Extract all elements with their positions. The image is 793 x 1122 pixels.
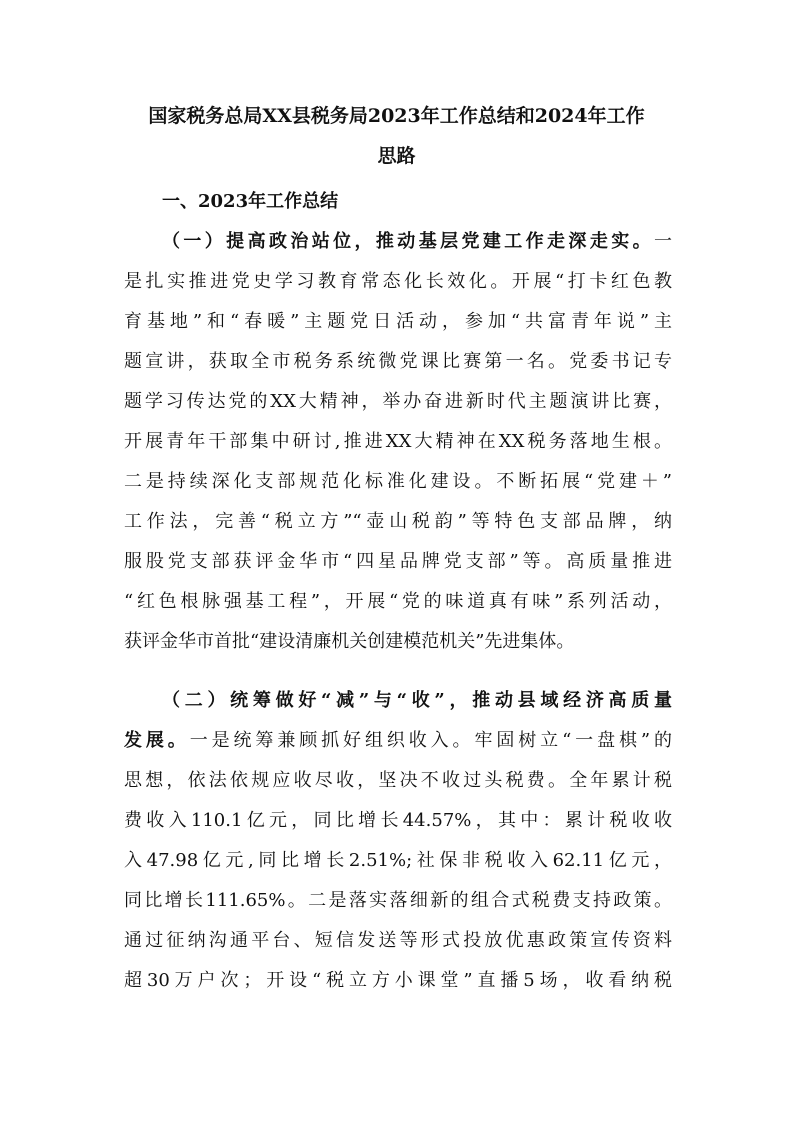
- paragraph-1-line-4: 题宣讲，获取全市税务系统微党课比赛第一名。党委书记专: [124, 351, 672, 372]
- paragraph-1-line-3: 育基地”和“春暖”主题党日活动，参加“共富青年说”主: [124, 311, 672, 332]
- paragraph-2-line-1-tail: 一是统筹兼顾抓好组织收入。牢固树立“一盘棋”的: [189, 730, 673, 751]
- paragraph-1-line-2: 是扎实推进党史学习教育常态化长效化。开展“打卡红色教: [124, 271, 672, 292]
- paragraph-1-line-8: 工作法，完善“税立方”“壶山税韵”等特色支部品牌，纳: [124, 511, 672, 532]
- paragraph-2-line-1: [124, 728, 672, 754]
- paragraph-1-line-1-tail: 一: [654, 231, 672, 252]
- paragraph-1-line-7: 二是持续深化支部规范化标准化建设。不断拓展“党建＋”: [124, 471, 672, 492]
- paragraph-2-line-3: 费收入110.1亿元，同比增长44.57%，其中：累计税收收: [124, 810, 672, 831]
- paragraph-1-heading: （一）提高政治站位，推动基层党建工作走深走实。: [162, 231, 654, 252]
- document-title-line-1: 国家税务总局XX县税务局2023年工作总结和2024年工作: [148, 105, 645, 127]
- paragraph-1-line-1: [162, 229, 672, 255]
- paragraph-2-line-4: 入47.98亿元,同比增长2.51%;社保非税收入62.11亿元，: [124, 850, 672, 871]
- paragraph-2-line-5: 同比增长111.65%。二是落实落细新的组合式税费支持政策。: [124, 890, 672, 911]
- paragraph-2-line-7: 超30万户次；开设“税立方小课堂”直播5场，收看纳税: [124, 970, 672, 991]
- paragraph-1-line-6: 开展青年干部集中研讨,推进XX大精神在XX税务落地生根。: [124, 431, 672, 452]
- paragraph-1-line-11: 获评金华市首批“建设清廉机关创建模范机关”先进集体。: [124, 631, 575, 652]
- paragraph-1-line-10: “红色根脉强基工程”，开展“党的味道真有味”系列活动，: [124, 591, 672, 612]
- paragraph-1-line-9: 服股党支部获评金华市“四星品牌党支部”等。高质量推进: [124, 551, 672, 572]
- paragraph-1-line-5: 题学习传达党的XX大精神，举办奋进新时代主题演讲比赛，: [124, 391, 672, 412]
- paragraph-2-heading-line-1: （二）统筹做好“减”与“收”，推动县域经济高质量: [162, 690, 672, 711]
- paragraph-2-line-6: 通过征纳沟通平台、短信发送等形式投放优惠政策宣传资料: [124, 930, 672, 951]
- paragraph-2-heading-line-2: 发展。: [124, 730, 190, 751]
- document-title-line-2: 思路: [377, 145, 416, 167]
- paragraph-2-line-2: 思想，依法依规应收尽收，坚决不收过头税费。全年累计税: [124, 770, 672, 791]
- section-heading: 一、2023年工作总结: [162, 191, 339, 212]
